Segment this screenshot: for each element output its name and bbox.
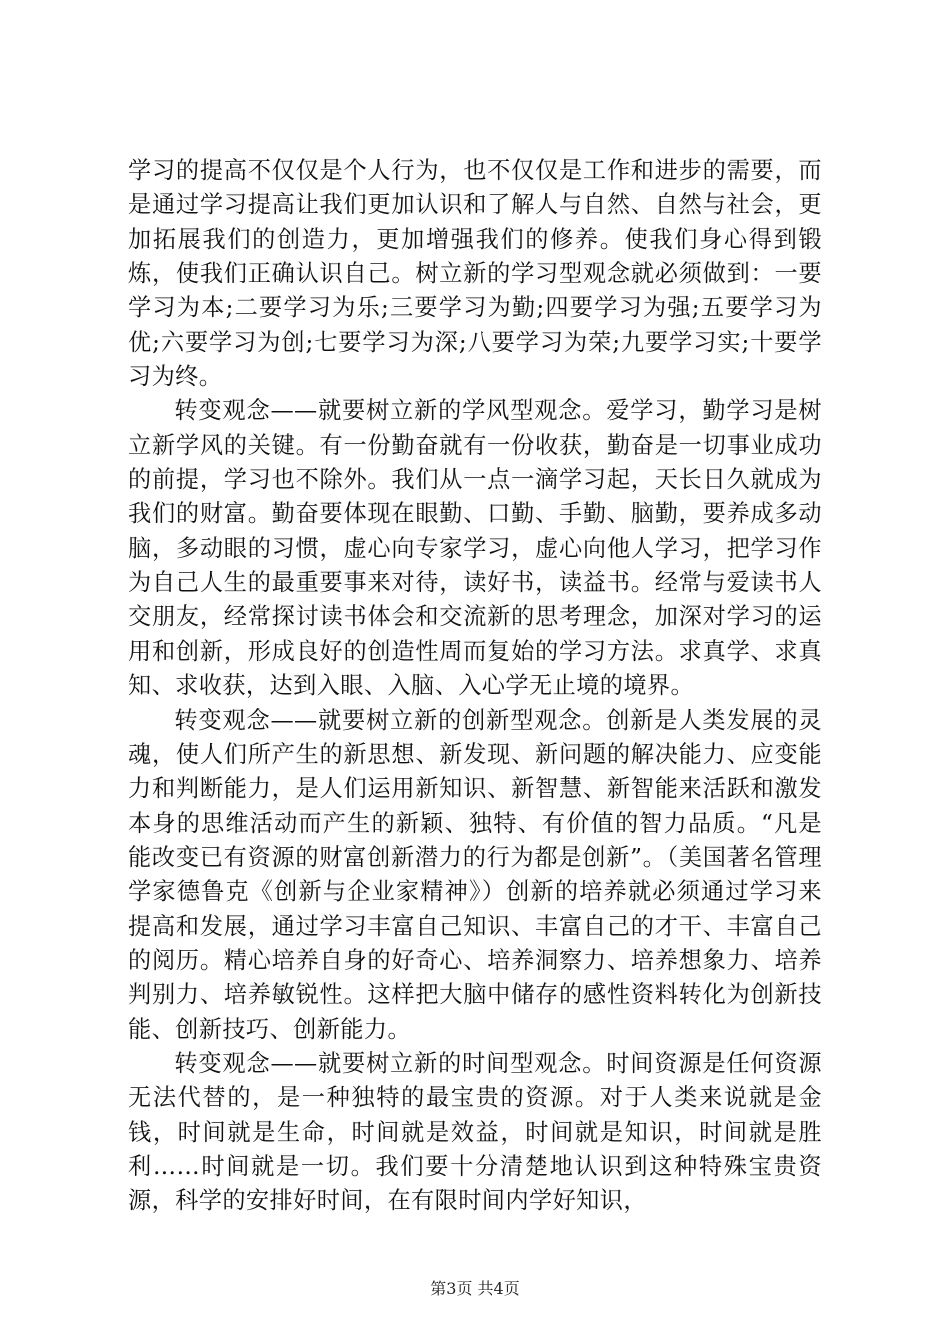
paragraph-study-style: 转变观念——就要树立新的学风型观念。爱学习，勤学习是树立新学风的关键。有一份勤奋就有一份收获，勤奋是一切事业成功的前提，学习也不除外。我们从一点一滴学习起，天长日久就成为我们的财富。勤奋要体现在眼勤、口勤、手勤、脑勤，要养成多动脑，多动眼的习惯，虚心向专家学习，虚心向他人学习，把学习作为自己人生的最重要事来对待，读好书，读益书。经常与爱读书人交朋友，经常探讨读书体会和交流新的思考理念，加深对学习的运用和创新，形成良好的创造性周而复始的学习方法。求真学、求真知、求收获，达到入眼、入脑、入心学无止境的境界。 — [128, 397, 822, 700]
paragraph-time: 转变观念——就要树立新的时间型观念。时间资源是任何资源无法代替的，是一种独特的最宝贵的资源。对于人类来说就是金钱，时间就是生命，时间就是效益，时间就是知识，时间就是胜利……时间就是一切。我们要十分清楚地认识到这种特殊宝贵资源，科学的安排好时间，在有限时间内学好知识， — [128, 1049, 822, 1215]
document-body — [128, 154, 822, 1219]
page-footer: 第3页 共4页 — [430, 1279, 520, 1298]
paragraph-learning-type: 学习的提高不仅仅是个人行为，也不仅仅是工作和进步的需要，而是通过学习提高让我们更加认识和了解人与自然、自然与社会，更加拓展我们的创造力，更加增强我们的修养。使我们身心得到锻炼，使我们正确认识自己。树立新的学习型观念就必须做到：一要学习为本;二要学习为乐;三要学习为勤;四要学习为强;五要学习为优;六要学习为创;七要学习为深;八要学习为荣;九要学习实;十要学习为终。 — [128, 157, 822, 391]
paragraph-innovation: 转变观念——就要树立新的创新型观念。创新是人类发展的灵魂，使人们所产生的新思想、新发现、新问题的解决能力、应变能力和判断能力，是人们运用新知识、新智慧、新智能来活跃和激发本身的思维活动而产生的新颖、独特、有价值的智力品质。“凡是能改变已有资源的财富创新潜力的行为都是创新”。（美国著名管理学家德鲁克《创新与企业家精神》）创新的培养就必须通过学习来提高和发展，通过学习丰富自己知识、丰富自己的才干、丰富自己的阅历。精心培养自身的好奇心、培养洞察力、培养想象力、培养判别力、培养敏锐性。这样把大脑中储存的感性资料转化为创新技能、创新技巧、创新能力。 — [128, 706, 822, 1043]
